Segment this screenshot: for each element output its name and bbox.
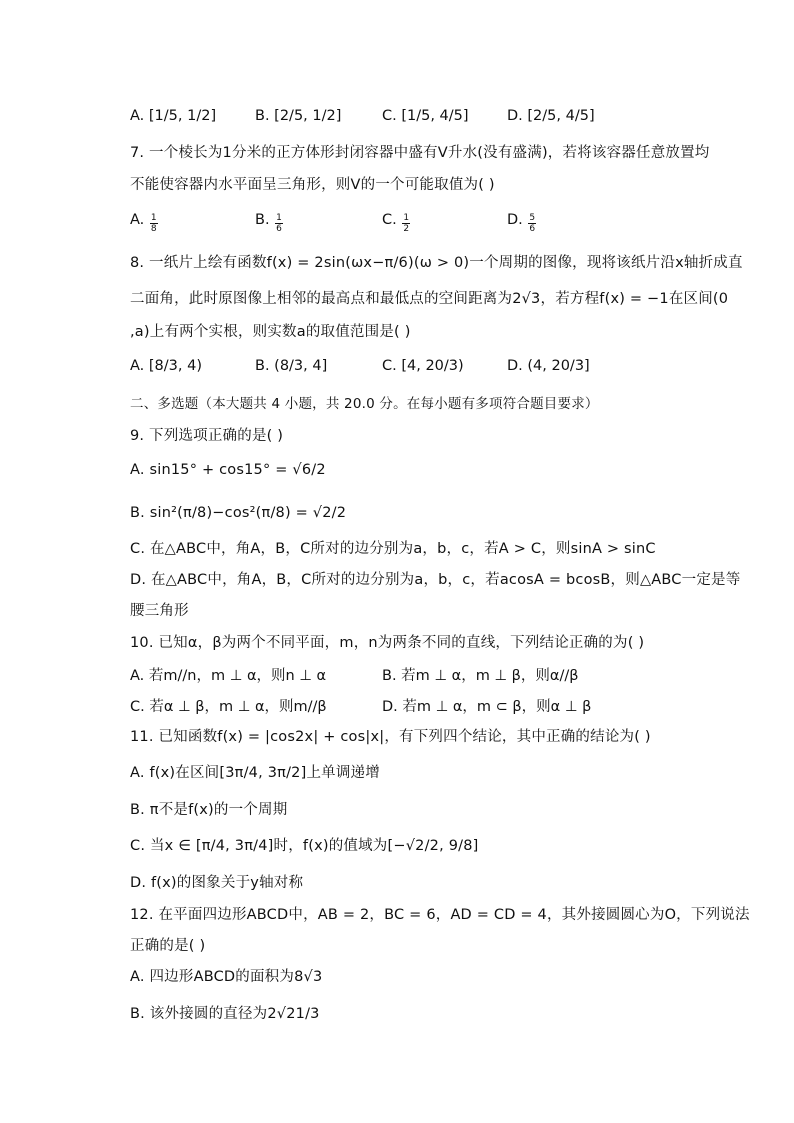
q7-option-b[interactable]: B. $\frac{1}{6}$ — [255, 212, 282, 234]
q6-option-b[interactable]: B. [2/5, 1/2] — [255, 108, 342, 124]
q11-stem: 11. 已知函数f(x) = |cos2x| + cos|x|，有下列四个结论，其中正确的结论为( ) — [130, 729, 651, 745]
q9-option-c[interactable]: C. 在△ABC中，角A，B，C所对的边分别为a，b，c，若A > C，则sinA > sinC — [130, 541, 656, 557]
q10-option-c[interactable]: C. 若α ⊥ β，m ⊥ α，则m//β — [130, 699, 327, 715]
q12-option-a[interactable]: A. 四边形ABCD的面积为8√3 — [130, 969, 323, 985]
section-heading-multiple-choice: 二、多选题（本大题共 4 小题，共 20.0 分。在每小题有多项符合题目要求） — [130, 396, 599, 412]
q9-stem: 9. 下列选项正确的是( ) — [130, 428, 284, 444]
q8-stem-line2: 二面角，此时原图像上相邻的最高点和最低点的空间距离为2√3，若方程f(x) = −1在区间(0 — [130, 291, 729, 307]
q7-option-c[interactable]: C. $\frac{1}{2}$ — [382, 212, 410, 234]
q10-option-d[interactable]: D. 若m ⊥ α，m ⊂ β，则α ⊥ β — [382, 699, 592, 715]
q9-option-b[interactable]: B. sin²(π/8)−cos²(π/8) = √2/2 — [130, 505, 347, 521]
q8-options — [130, 358, 730, 378]
q6-option-d[interactable]: D. [2/5, 4/5] — [507, 108, 595, 124]
q7-option-a[interactable]: A. $\frac{1}{8}$ — [130, 212, 157, 234]
q12-stem-line1: 12. 在平面四边形ABCD中，AB = 2，BC = 6，AD = CD = 4，其外接圆圆心为O，下列说法 — [130, 907, 750, 923]
q8-stem-line1: 8. 一纸片上绘有函数f(x) = 2sin(ωx−π/6)(ω > 0)一个周期的图像，现将该纸片沿x轴折成直 — [130, 255, 743, 271]
q11-option-c[interactable]: C. 当x ∈ [π/4, 3π/4]时，f(x)的值域为[−√2/2, 9/8] — [130, 838, 479, 854]
q7-stem-line2: 不能使容器内水平面呈三角形，则V的一个可能取值为( ) — [130, 177, 495, 193]
q8-stem-line3: ,a)上有两个实根，则实数a的取值范围是( ) — [130, 324, 411, 340]
q12-option-b[interactable]: B. 该外接圆的直径为2√21/3 — [130, 1006, 320, 1022]
q10-option-a[interactable]: A. 若m//n，m ⊥ α，则n ⊥ α — [130, 668, 327, 684]
q9-option-d-line1[interactable]: D. 在△ABC中，角A，B，C所对的边分别为a，b，c，若acosA = bcosB，则△ABC一定是等 — [130, 572, 741, 588]
q8-option-a[interactable]: A. [8/3, 4) — [130, 358, 202, 374]
q8-option-b[interactable]: B. (8/3, 4] — [255, 358, 328, 374]
q6-option-c[interactable]: C. [1/5, 4/5] — [382, 108, 469, 124]
q10-stem: 10. 已知α，β为两个不同平面，m，n为两条不同的直线，下列结论正确的为( ) — [130, 635, 645, 651]
q12-stem-line2: 正确的是( ) — [130, 938, 206, 954]
q10-options-row2 — [130, 695, 730, 715]
q8-option-c[interactable]: C. [4, 20/3) — [382, 358, 464, 374]
q7-options — [130, 212, 730, 232]
q9-option-a[interactable]: A. sin15° + cos15° = √6/2 — [130, 462, 326, 478]
q11-option-b[interactable]: B. π不是f(x)的一个周期 — [130, 802, 288, 818]
q7-option-d[interactable]: D. $\frac{5}{6}$ — [507, 212, 536, 234]
q7-stem-line1: 7. 一个棱长为1分米的正方体形封闭容器中盛有V升水(没有盛满)，若将该容器任意放置均 — [130, 145, 710, 161]
q10-option-b[interactable]: B. 若m ⊥ α，m ⊥ β，则α//β — [382, 668, 579, 684]
q9-option-d-line2: 腰三角形 — [130, 603, 189, 619]
q6-option-a[interactable]: A. [1/5, 1/2] — [130, 108, 217, 124]
q8-option-d[interactable]: D. (4, 20/3] — [507, 358, 590, 374]
q6-options — [130, 108, 730, 128]
q11-option-a[interactable]: A. f(x)在区间[3π/4, 3π/2]上单调递增 — [130, 765, 380, 781]
q11-option-d[interactable]: D. f(x)的图象关于y轴对称 — [130, 875, 304, 891]
q10-options-row1 — [130, 664, 730, 684]
